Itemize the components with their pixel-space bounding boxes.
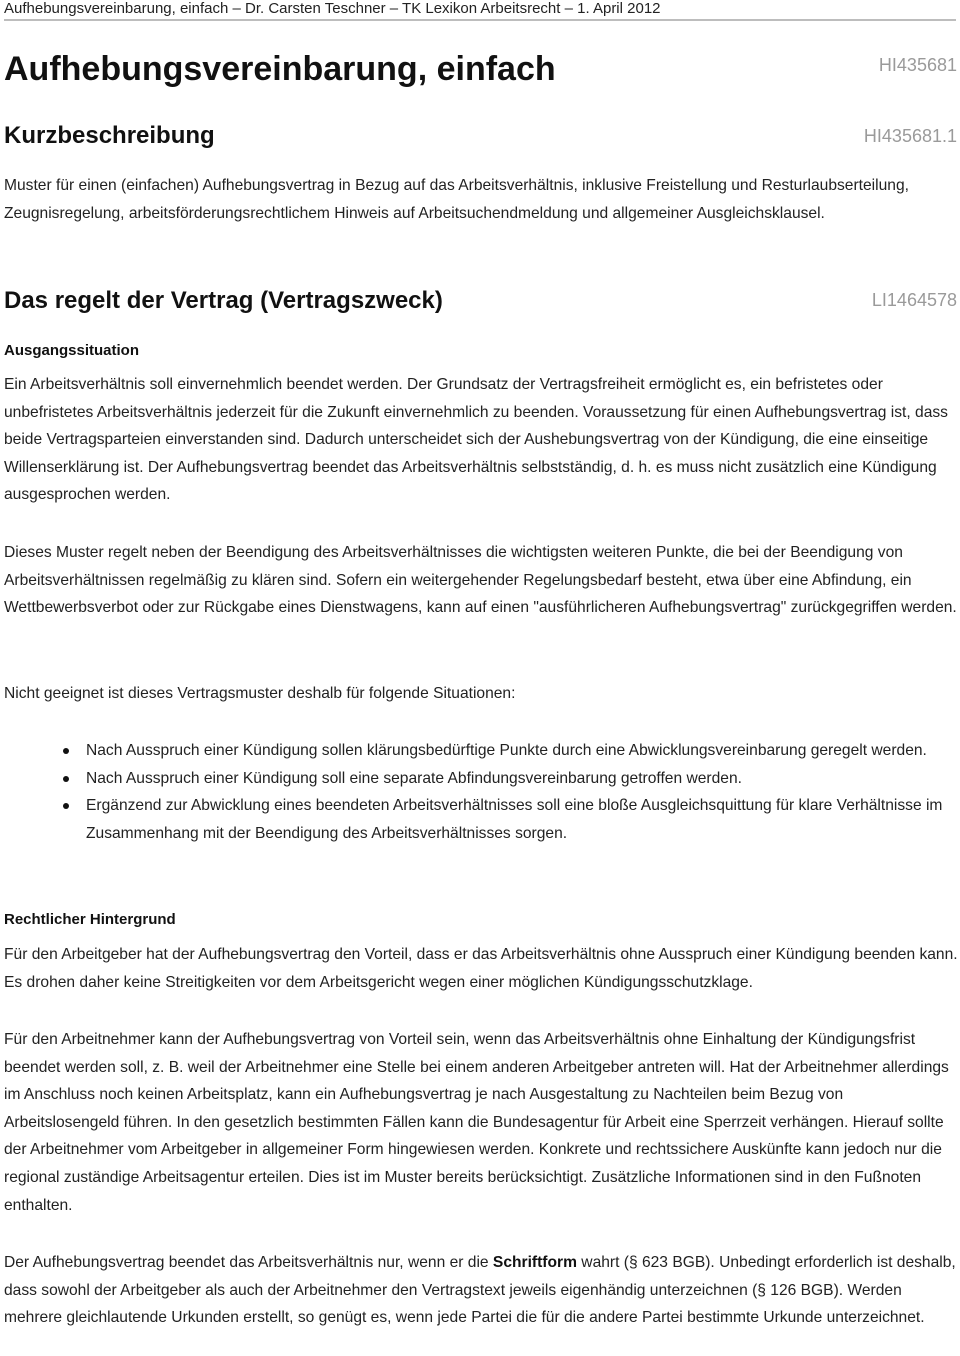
rechtlicher-hintergrund-paragraph-1: Für den Arbeitgeber hat der Aufhebungsvertrag den Vorteil, dass er das Arbeitsverhältnis ohne Ausspruch einer Kündigung beenden kann. Es drohen daher keine Streitigkeiten vor dem Arbeitsgericht wegen einer möglichen Kündigungsschutzklage. — [4, 946, 958, 991]
ausgangssituation-paragraph-3: Nicht geeignet ist dieses Vertragsmuster deshalb für folgende Situationen: — [4, 685, 516, 702]
vertragszweck-heading: Das regelt der Vertrag (Vertragszweck) — [4, 287, 443, 314]
schriftform-emphasis: Schriftform — [492, 1254, 577, 1271]
list-item-text: Nach Ausspruch einer Kündigung soll eine separate Abfindungsvereinbarung getroffen werden. — [86, 769, 742, 787]
document-title-id: HI435681 — [878, 55, 957, 75]
ausgangssituation-heading: Ausgangssituation — [4, 342, 140, 359]
unsuitable-situations-list — [40, 737, 950, 847]
bullet-icon — [63, 776, 69, 782]
vertragszweck-id: LI1464578 — [871, 290, 957, 310]
schriftform-text-after: wahrt (§ 623 BGB). Unbedingt erforderlich ist deshalb, dass sowohl der Arbeitgeber als auch der Arbeitnehmer den Vertragstext jeweils eigenhändig unterzeichnen (§ 126 BGB). Werden mehrere gleichlautende Urkunden erstellt, so genügt es, wenn jede Partei die für die andere Partei bestimmte Urkunde unterzeichnet. — [4, 1254, 956, 1327]
rechtlicher-hintergrund-paragraph-2: Für den Arbeitnehmer kann der Aufhebungsvertrag von Vorteil sein, wenn das Arbeitsverhältnis ohne Einhaltung der Kündigungsfrist beendet werden soll, z. B. weil der Arbeitnehmer eine Stelle bei einem anderen Arbeitgeber antreten will. Hat der Arbeitnehmer allerdings im Anschluss noch keinen Arbeitsplatz, kann ein Aufhebungsvertrag je nach Ausgestaltung zu Nachteilen beim Bezug von Arbeitslosengeld führen. In den gesetzlich bestimmten Fällen kann die Bundesagentur für Arbeit eine Sperrzeit verhängen. Hierauf sollte der Arbeitnehmer vom Arbeitgeber in allgemeiner Form hingewiesen werden. Konkrete und rechtssichere Auskünfte kann jedoch nur die regional zuständige Arbeitsagentur erteilen. Dies ist im Muster bereits berücksichtigt. Zusätzliche Informationen sind in den Fußnoten enthalten. — [4, 1031, 949, 1214]
list-item-text: Ergänzend zur Abwicklung eines beendeten Arbeitsverhältnisses soll eine bloße Ausgleichsquittung für klare Verhältnisse im Zusammenhang mit der Beendigung des Arbeitsverhältnisses sorgen. — [86, 797, 943, 842]
list-item-text: Nach Ausspruch einer Kündigung sollen klärungsbedürftige Punkte durch eine Abwicklungsvereinbarung geregelt werden. — [86, 742, 927, 759]
running-header: Aufhebungsvereinbarung, einfach – Dr. Carsten Teschner – TK Lexikon Arbeitsrecht – 1. April 2012 — [4, 0, 661, 17]
list-item — [40, 737, 950, 765]
rechtlicher-hintergrund-heading: Rechtlicher Hintergrund — [4, 911, 176, 928]
kurzbeschreibung-heading: Kurzbeschreibung — [4, 122, 215, 149]
ausgangssituation-paragraph-1: Ein Arbeitsverhältnis soll einvernehmlich beendet werden. Der Grundsatz der Vertragsfreiheit ermöglicht es, ein befristetes oder unbefristetes Arbeitsverhältnis jederzeit für die Zukunft einvernehmlich zu beenden. Voraussetzung für einen Aufhebungsvertrag ist, dass beide Vertragsparteien einverstanden sind. Dadurch unterscheidet sich der Aushebungsvertrag von der Kündigung, die eine einseitige Willenserklärung ist. Der Aufhebungsvertrag beendet das Arbeitsverhältnis selbstständig, d. h. es muss nicht zusätzlich eine Kündigung ausgesprochen werden. — [4, 376, 948, 504]
kurzbeschreibung-id: HI435681.1 — [863, 126, 957, 146]
document-title: Aufhebungsvereinbarung, einfach — [4, 50, 556, 88]
ausgangssituation-paragraph-2: Dieses Muster regelt neben der Beendigung des Arbeitsverhältnisses die wichtigsten weiteren Punkte, die bei der Beendigung von Arbeitsverhältnissen regelmäßig zu klären sind. Sofern ein weitergehender Regelungsbedarf besteht, etwa über eine Abfindung, ein Wettbewerbsverbot oder zur Rückgabe eines Dienstwagens, kann auf einen "ausführlicheren Aufhebungsvertrag" zurückgegriffen werden. — [4, 544, 957, 617]
list-item — [40, 792, 950, 847]
schriftform-paragraph — [4, 1249, 959, 1332]
schriftform-text-before: Der Aufhebungsvertrag beendet das Arbeitsverhältnis nur, wenn er die — [4, 1254, 493, 1271]
header-divider — [4, 19, 956, 21]
kurzbeschreibung-text: Muster für einen (einfachen) Aufhebungsvertrag in Bezug auf das Arbeitsverhältnis, inklusive Freistellung und Resturlaubserteilung, Zeugnisregelung, arbeitsförderungsrechtlichem Hinweis auf Arbeitsuchendmeldung und allgemeiner Ausgleichsklausel. — [4, 177, 909, 222]
bullet-icon — [63, 803, 69, 809]
bullet-icon — [63, 748, 69, 754]
list-item — [40, 765, 950, 793]
